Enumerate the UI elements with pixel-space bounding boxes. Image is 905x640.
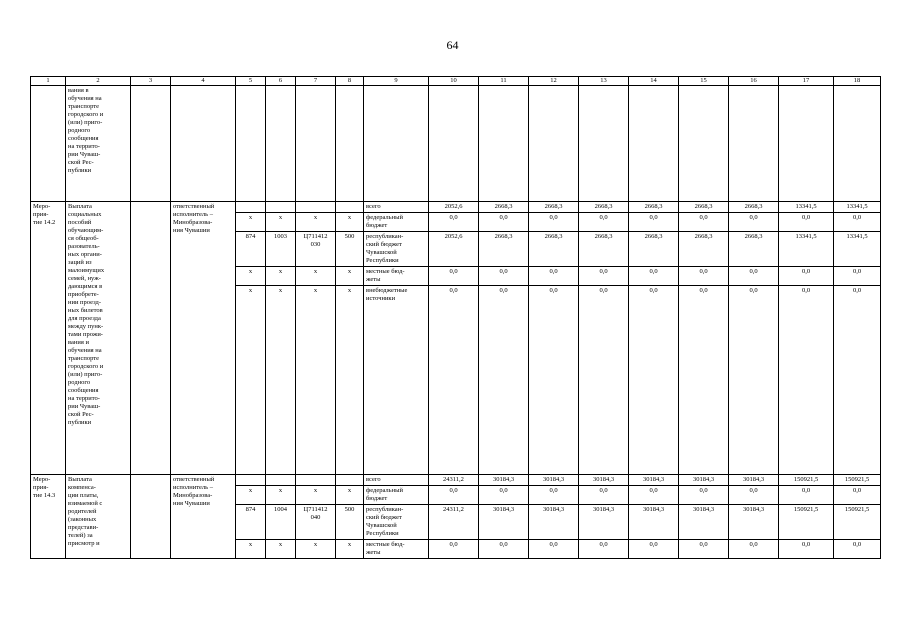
table-cell — [834, 86, 881, 202]
amount-cell: 0,0 — [729, 267, 779, 286]
amount-cell: 0,0 — [679, 286, 729, 475]
column-number: 8 — [336, 77, 364, 86]
table-cell — [336, 86, 364, 202]
table-cell — [579, 86, 629, 202]
column-number: 4 — [171, 77, 236, 86]
amount-cell: 0,0 — [479, 213, 529, 232]
measure-name: Выплата социальных пособий обучающим- ся общеоб- разователь- ных органи- заций из малоимущих семей, нуж- дающимся в приобрете- нии проезд- ных билетов для проезда между пунк- тами прожи- вания и обучения на транспорте городского и (или) приго- родного сообщения на террито- рии Чуваш- ской Рес- публики — [66, 202, 131, 475]
funding-source: местные бюд- жеты — [364, 540, 429, 559]
column-number: 2 — [66, 77, 131, 86]
amount-cell: 13341,5 — [834, 232, 881, 267]
amount-cell: 24311,2 — [429, 505, 479, 540]
amount-cell: 0,0 — [729, 540, 779, 559]
target-article-code — [296, 202, 336, 213]
amount-cell: 0,0 — [779, 213, 834, 232]
column-number: 9 — [364, 77, 429, 86]
table-cell — [236, 86, 266, 202]
amount-cell: 30184,3 — [579, 475, 629, 486]
amount-cell: 0,0 — [729, 486, 779, 505]
amount-cell: 2668,3 — [579, 202, 629, 213]
measure-code: Меро- прия- тие 14.3 — [31, 475, 66, 559]
target-article-code: х — [296, 213, 336, 232]
target-article-code: х — [296, 486, 336, 505]
amount-cell: 2668,3 — [629, 202, 679, 213]
measure-code: Меро- прия- тие 14.2 — [31, 202, 66, 475]
section-code — [266, 202, 296, 213]
table-cell — [779, 86, 834, 202]
amount-cell: 0,0 — [779, 540, 834, 559]
amount-cell: 0,0 — [479, 267, 529, 286]
amount-cell: 0,0 — [834, 286, 881, 475]
funding-source: местные бюд- жеты — [364, 267, 429, 286]
table-row — [31, 202, 881, 213]
section-code: х — [266, 286, 296, 475]
amount-cell: 0,0 — [729, 213, 779, 232]
amount-cell: 0,0 — [579, 540, 629, 559]
amount-cell: 0,0 — [679, 213, 729, 232]
table-cell — [131, 475, 171, 559]
amount-cell: 0,0 — [579, 267, 629, 286]
grbs-code: х — [236, 213, 266, 232]
section-code — [266, 475, 296, 486]
table-cell — [131, 202, 171, 475]
amount-cell: 0,0 — [529, 486, 579, 505]
table-cell — [266, 86, 296, 202]
amount-cell: 13341,5 — [834, 202, 881, 213]
amount-cell: 0,0 — [579, 486, 629, 505]
amount-cell: 2668,3 — [629, 232, 679, 267]
column-number: 12 — [529, 77, 579, 86]
amount-cell: 2668,3 — [529, 202, 579, 213]
expense-type-code: 500 — [336, 232, 364, 267]
column-number: 14 — [629, 77, 679, 86]
column-number: 17 — [779, 77, 834, 86]
expense-type-code: 500 — [336, 505, 364, 540]
amount-cell: 30184,3 — [679, 475, 729, 486]
amount-cell: 0,0 — [779, 267, 834, 286]
amount-cell: 30184,3 — [729, 475, 779, 486]
grbs-code: х — [236, 540, 266, 559]
amount-cell: 2668,3 — [729, 202, 779, 213]
amount-cell: 30184,3 — [629, 505, 679, 540]
amount-cell: 24311,2 — [429, 475, 479, 486]
amount-cell: 0,0 — [834, 540, 881, 559]
column-number: 11 — [479, 77, 529, 86]
amount-cell: 2052,6 — [429, 202, 479, 213]
column-number: 10 — [429, 77, 479, 86]
column-number: 13 — [579, 77, 629, 86]
amount-cell: 2668,3 — [479, 202, 529, 213]
header-row — [31, 77, 881, 86]
table-cell — [679, 86, 729, 202]
amount-cell: 150921,5 — [779, 505, 834, 540]
amount-cell: 30184,3 — [629, 475, 679, 486]
table-cell — [364, 86, 429, 202]
column-number: 15 — [679, 77, 729, 86]
amount-cell: 0,0 — [834, 486, 881, 505]
amount-cell: 0,0 — [834, 213, 881, 232]
measure-name: вания в обучения на транспорте городского и (или) приго- родного сообщения на террито- рии Чуваш- ской Рес- публики — [66, 86, 131, 202]
executor: ответственный исполнитель – Минобразова- ния Чувашии — [171, 202, 236, 475]
amount-cell: 30184,3 — [529, 505, 579, 540]
amount-cell: 0,0 — [779, 286, 834, 475]
amount-cell: 0,0 — [729, 286, 779, 475]
grbs-code: х — [236, 267, 266, 286]
section-code: х — [266, 540, 296, 559]
funding-source: федеральный бюджет — [364, 486, 429, 505]
expense-type-code: х — [336, 540, 364, 559]
amount-cell: 30184,3 — [729, 505, 779, 540]
amount-cell: 0,0 — [429, 486, 479, 505]
amount-cell: 0,0 — [834, 267, 881, 286]
budget-table — [30, 76, 881, 559]
amount-cell: 0,0 — [429, 267, 479, 286]
amount-cell: 0,0 — [779, 486, 834, 505]
section-code: х — [266, 267, 296, 286]
amount-cell: 2668,3 — [479, 232, 529, 267]
amount-cell: 0,0 — [529, 267, 579, 286]
funding-source: федеральный бюджет — [364, 213, 429, 232]
table-cell — [479, 86, 529, 202]
target-article-code: х — [296, 540, 336, 559]
amount-cell: 0,0 — [679, 486, 729, 505]
page-number: 64 — [446, 38, 459, 52]
grbs-code: 874 — [236, 232, 266, 267]
amount-cell: 150921,5 — [834, 505, 881, 540]
table-cell — [529, 86, 579, 202]
section-code: 1003 — [266, 232, 296, 267]
expense-type-code: х — [336, 267, 364, 286]
amount-cell: 0,0 — [629, 540, 679, 559]
amount-cell: 2668,3 — [529, 232, 579, 267]
grbs-code — [236, 202, 266, 213]
amount-cell: 0,0 — [429, 286, 479, 475]
expense-type-code — [336, 475, 364, 486]
amount-cell: 150921,5 — [779, 475, 834, 486]
amount-cell: 0,0 — [479, 286, 529, 475]
amount-cell: 13341,5 — [779, 202, 834, 213]
target-article-code: х — [296, 267, 336, 286]
target-article-code: Ц711412 040 — [296, 505, 336, 540]
amount-cell: 30184,3 — [479, 505, 529, 540]
table-cell — [296, 86, 336, 202]
expense-type-code: х — [336, 213, 364, 232]
amount-cell: 0,0 — [429, 213, 479, 232]
amount-cell: 2668,3 — [679, 202, 729, 213]
table-cell — [629, 86, 679, 202]
column-number: 5 — [236, 77, 266, 86]
amount-cell: 0,0 — [479, 486, 529, 505]
amount-cell: 0,0 — [629, 213, 679, 232]
table-cell — [131, 86, 171, 202]
funding-source: всего — [364, 475, 429, 486]
amount-cell: 2052,6 — [429, 232, 479, 267]
funding-source: внебюджетные источники — [364, 286, 429, 475]
amount-cell: 0,0 — [529, 540, 579, 559]
amount-cell: 0,0 — [679, 267, 729, 286]
amount-cell: 150921,5 — [834, 475, 881, 486]
grbs-code: х — [236, 286, 266, 475]
target-article-code: х — [296, 286, 336, 475]
amount-cell: 30184,3 — [529, 475, 579, 486]
column-number: 1 — [31, 77, 66, 86]
amount-cell: 0,0 — [629, 286, 679, 475]
amount-cell: 2668,3 — [729, 232, 779, 267]
amount-cell: 0,0 — [629, 486, 679, 505]
amount-cell: 0,0 — [629, 267, 679, 286]
grbs-code: 874 — [236, 505, 266, 540]
funding-source: республикан- ский бюджет Чувашской Республики — [364, 505, 429, 540]
amount-cell: 0,0 — [579, 213, 629, 232]
grbs-code — [236, 475, 266, 486]
target-article-code — [296, 475, 336, 486]
expense-type-code: х — [336, 486, 364, 505]
executor: ответственный исполнитель – Минобразова- ния Чувашии — [171, 475, 236, 559]
table-cell — [429, 86, 479, 202]
column-number: 7 — [296, 77, 336, 86]
table-row — [31, 475, 881, 486]
table-row — [31, 86, 881, 202]
column-number: 16 — [729, 77, 779, 86]
amount-cell: 30184,3 — [679, 505, 729, 540]
table-cell — [171, 86, 236, 202]
table-cell — [31, 86, 66, 202]
funding-source: республикан- ский бюджет Чувашской Республики — [364, 232, 429, 267]
section-code: 1004 — [266, 505, 296, 540]
column-number: 18 — [834, 77, 881, 86]
amount-cell: 2668,3 — [579, 232, 629, 267]
grbs-code: х — [236, 486, 266, 505]
amount-cell: 13341,5 — [779, 232, 834, 267]
target-article-code: Ц711412 030 — [296, 232, 336, 267]
funding-source: всего — [364, 202, 429, 213]
section-code: х — [266, 213, 296, 232]
section-code: х — [266, 486, 296, 505]
expense-type-code: х — [336, 286, 364, 475]
table-cell — [729, 86, 779, 202]
amount-cell: 30184,3 — [579, 505, 629, 540]
amount-cell: 30184,3 — [479, 475, 529, 486]
column-number: 6 — [266, 77, 296, 86]
expense-type-code — [336, 202, 364, 213]
amount-cell: 0,0 — [579, 286, 629, 475]
amount-cell: 0,0 — [529, 213, 579, 232]
amount-cell: 2668,3 — [679, 232, 729, 267]
measure-name: Выплата компенса- ции платы, взимаемой с родителей (законных представи- телей) за присмотр и — [66, 475, 131, 559]
amount-cell: 0,0 — [679, 540, 729, 559]
amount-cell: 0,0 — [529, 286, 579, 475]
amount-cell: 0,0 — [429, 540, 479, 559]
amount-cell: 0,0 — [479, 540, 529, 559]
column-number: 3 — [131, 77, 171, 86]
